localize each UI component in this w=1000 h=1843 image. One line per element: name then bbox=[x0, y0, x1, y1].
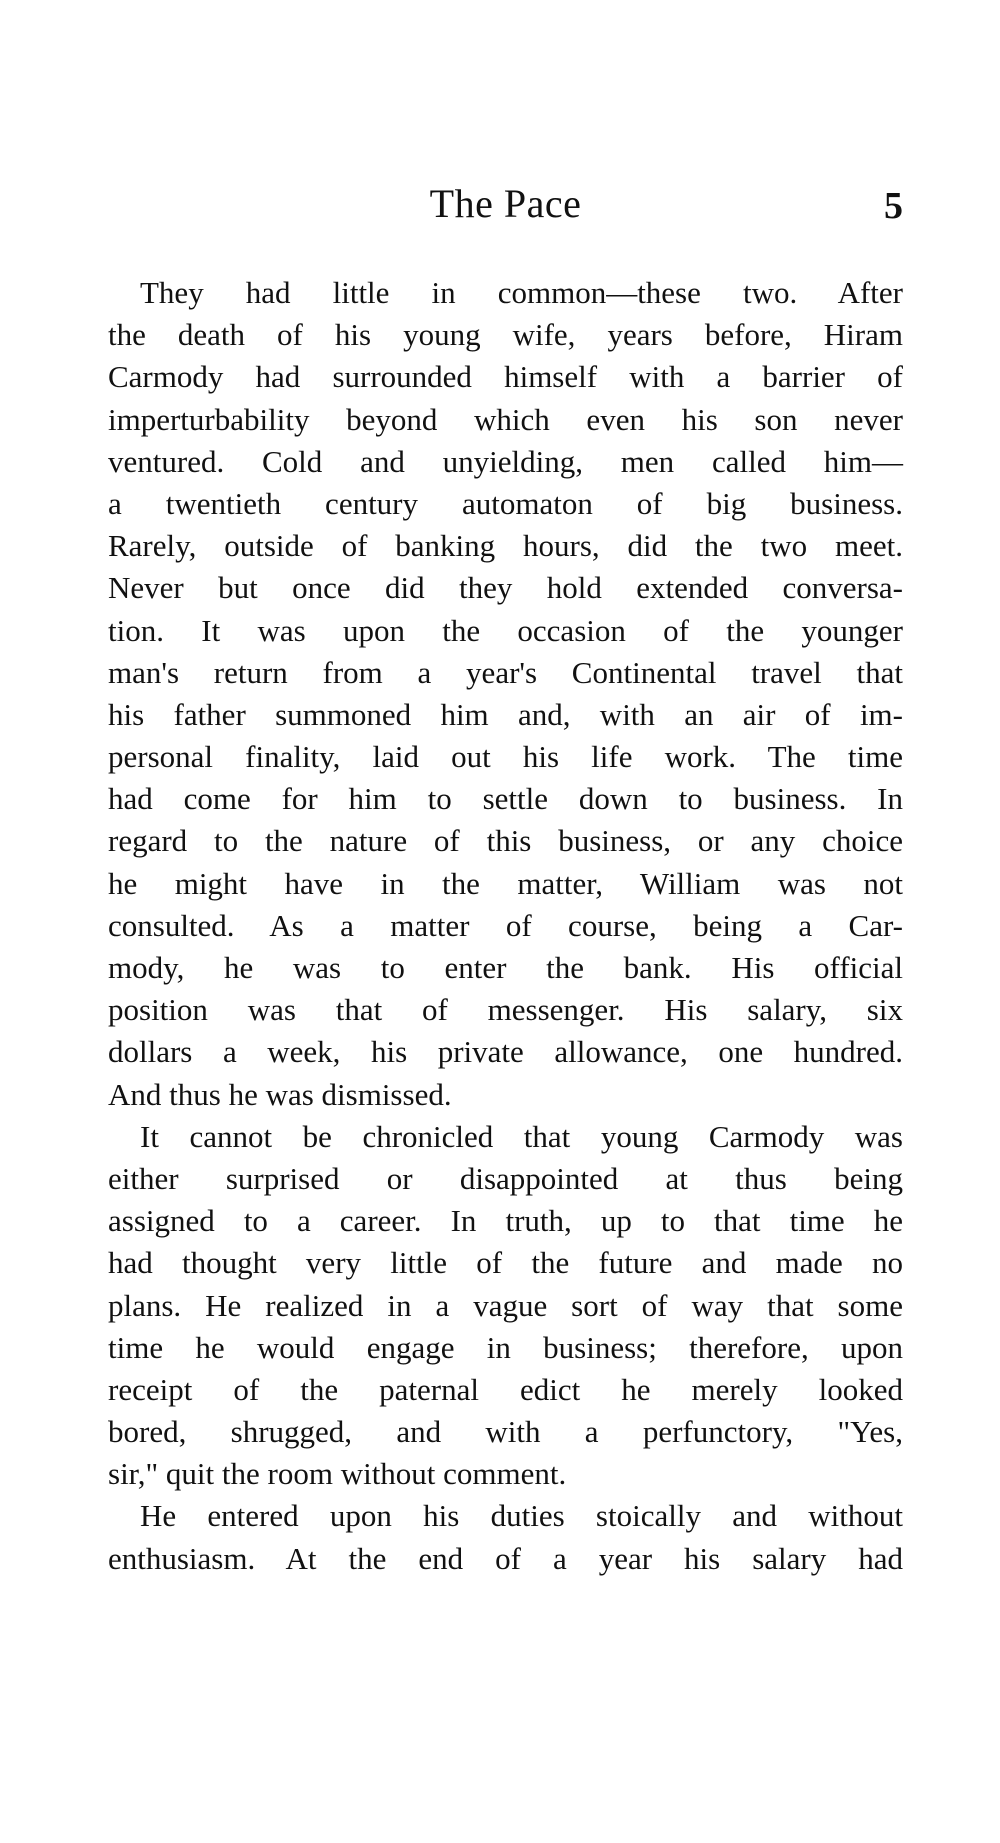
paragraph bbox=[108, 1495, 903, 1579]
text-line: He entered upon his duties stoically and without bbox=[140, 1498, 903, 1534]
text-line: tion. It was upon the occasion of the younger bbox=[108, 612, 903, 648]
text-line: consulted. As a matter of course, being a Car- bbox=[108, 907, 903, 943]
text-line: bored, shrugged, and with a perfunctory, "Yes, bbox=[108, 1414, 903, 1450]
text-line: sir," quit the room without comment. bbox=[108, 1456, 567, 1492]
text-line: dollars a week, his private allowance, one hundred. bbox=[108, 1034, 903, 1070]
text-line: They had little in common—these two. After bbox=[140, 275, 903, 310]
text-line: had thought very little of the future and made no bbox=[108, 1245, 903, 1281]
text-line: man's return from a year's Continental travel that bbox=[108, 654, 903, 690]
text-line: personal finality, laid out his life work. The time bbox=[108, 739, 903, 775]
text-line: Rarely, outside of banking hours, did the two meet. bbox=[108, 528, 903, 564]
text-line: his father summoned him and, with an air of im- bbox=[108, 696, 903, 732]
text-line: time he would engage in business; therefore, upon bbox=[108, 1329, 903, 1365]
running-title: The Pace bbox=[429, 181, 582, 226]
text-line: It cannot be chronicled that young Carmody was bbox=[140, 1118, 903, 1154]
text-line: Never but once did they hold extended conversa- bbox=[108, 570, 903, 606]
text-line: position was that of messenger. His salary, six bbox=[108, 992, 903, 1028]
text-line: mody, he was to enter the bank. His official bbox=[108, 950, 903, 985]
text-line: assigned to a career. In truth, up to that time he bbox=[108, 1203, 903, 1239]
paragraph bbox=[108, 272, 903, 1116]
text-line: he might have in the matter, William was not bbox=[108, 865, 903, 901]
page-header bbox=[108, 180, 903, 240]
text-line: the death of his young wife, years before, Hiram bbox=[108, 317, 903, 353]
text-line: receipt of the paternal edict he merely looked bbox=[108, 1371, 903, 1407]
text-line: plans. He realized in a vague sort of way that some bbox=[108, 1287, 903, 1323]
text-line: enthusiasm. At the end of a year his salary had bbox=[108, 1540, 903, 1576]
text-line: imperturbability beyond which even his son never bbox=[108, 401, 903, 437]
body-text bbox=[108, 272, 903, 1580]
text-line: either surprised or disappointed at thus being bbox=[108, 1160, 903, 1196]
text-line: Carmody had surrounded himself with a barrier of bbox=[108, 359, 903, 395]
text-line: ventured. Cold and unyielding, men called him— bbox=[108, 443, 903, 479]
text-line: And thus he was dismissed. bbox=[108, 1076, 452, 1112]
paragraph bbox=[108, 1116, 903, 1496]
page-number: 5 bbox=[884, 185, 903, 227]
text-line: a twentieth century automaton of big business. bbox=[108, 485, 903, 521]
text-line: had come for him to settle down to business. In bbox=[108, 781, 903, 817]
text-line: regard to the nature of this business, or any choice bbox=[108, 823, 903, 859]
